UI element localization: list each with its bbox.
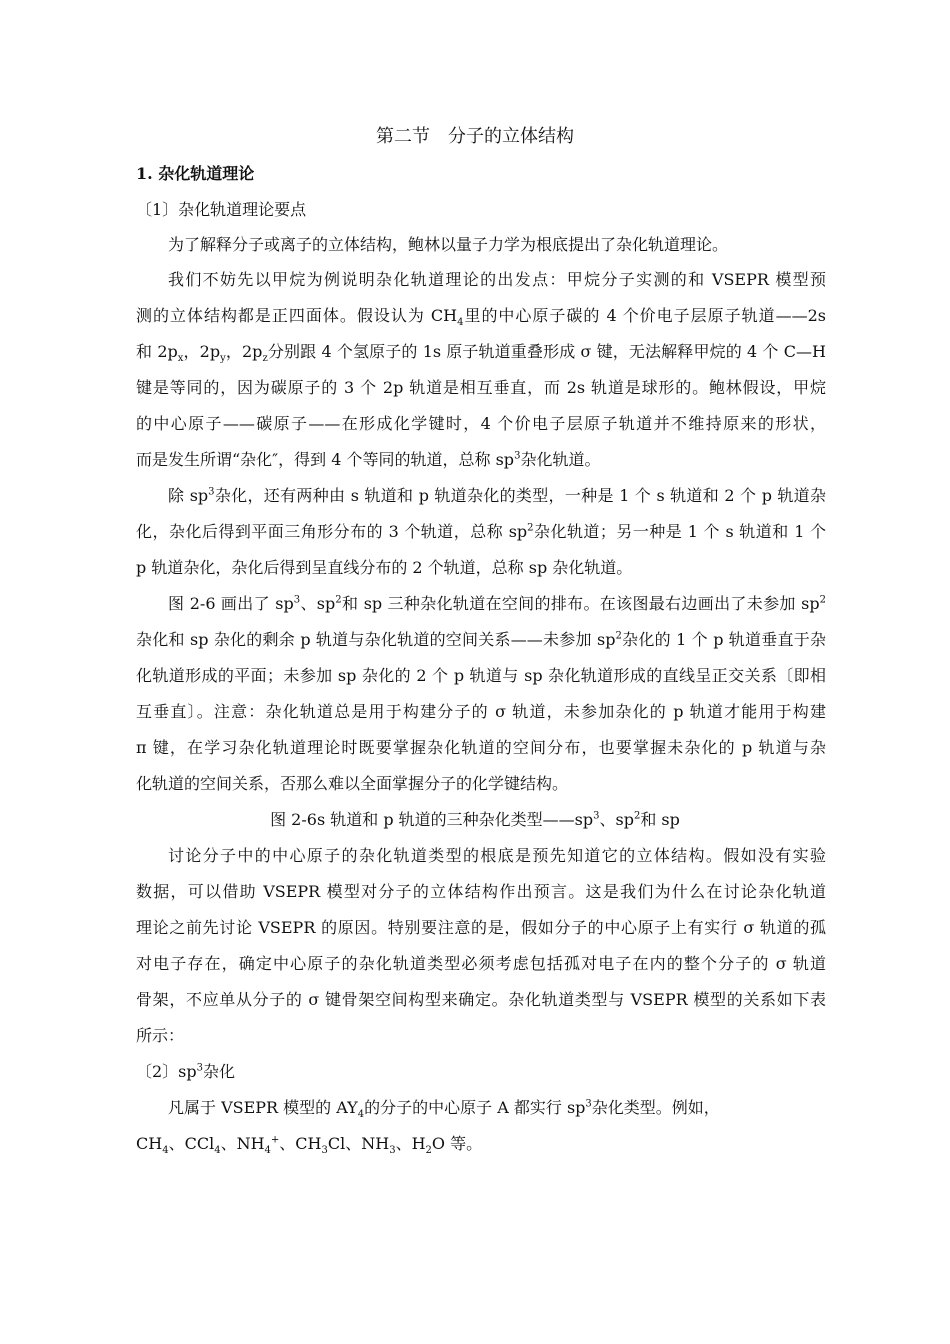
- paragraph-line: 的中心原子——碳原子——在形成化学键时，4 个价电子层原子轨道并不维持原来的形状，: [136, 414, 826, 433]
- paragraph-line: 除 $sp^3$杂化，还有两种由 s 轨道和 p 轨道杂化的类型，一种是 1 个 s 轨道和 2 个 p 轨道杂: [168, 486, 826, 505]
- paragraph-line: 键是等同的，因为碳原子的 3 个 2p 轨道是相互垂直，而 2s 轨道是球形的。鲍林假设，甲烷: [136, 378, 826, 397]
- paragraph-line: $CH_4$、CCl$_4$、$NH_4^+$、$CH_3Cl$、$NH_3$、$H_2O$ 等。: [136, 1134, 483, 1157]
- paragraph-line: 和 $2p_x$，$2p_y$，$2p_z$分别跟 4 个氢原子的 1s 原子轨道重叠形成 σ 键，无法解释甲烷的 4 个 C—H: [136, 342, 826, 365]
- paragraph-line: 化，杂化后得到平面三角形分布的 3 个轨道，总称 $sp^2$杂化轨道；另一种是 1 个 s 轨道和 1 个: [136, 522, 826, 541]
- paragraph-line: 化轨道形成的平面；未参加 sp 杂化的 2 个 p 轨道与 sp 杂化轨道形成的直线呈正交关系〔即相: [136, 666, 826, 685]
- paragraph-line: π 键，在学习杂化轨道理论时既要掌握杂化轨道的空间分布，也要掌握未杂化的 p 轨道与杂: [136, 738, 826, 757]
- paragraph-line: 互垂直〕。注意：杂化轨道总是用于构建分子的 σ 轨道，未参加杂化的 p 轨道才能用于构建: [136, 702, 826, 721]
- paragraph-line: 图 2-6 画出了 $sp^3$、$sp^2$和 sp 三种杂化轨道在空间的排布。在该图最右边画出了未参加 $sp^2$: [168, 594, 826, 613]
- paragraph-line: 为了解释分子或离子的立体结构，鲍林以量子力学为根底提出了杂化轨道理论。: [168, 235, 729, 254]
- page-title: 第二节 分子的立体结构: [376, 126, 574, 147]
- paragraph-line: 讨论分子中的中心原子的杂化轨道类型的根底是预先知道它的立体结构。假如没有实验: [168, 846, 826, 865]
- subsection-heading: 〔1〕杂化轨道理论要点: [136, 200, 307, 219]
- paragraph-line: 对电子存在，确定中心原子的杂化轨道类型必须考虑包括孤对电子在内的整个分子的 σ 轨道: [136, 954, 826, 973]
- paragraph-line: 而是发生所谓“杂化″，得到 4 个等同的轨道，总称 $sp^3$杂化轨道。: [136, 450, 601, 469]
- paragraph-line: 所示：: [136, 1026, 185, 1045]
- paragraph-line: 测的立体结构都是正四面体。假设认为 $CH_4$里的中心原子碳的 4 个价电子层原子轨道——2s: [136, 306, 826, 329]
- paragraph-line: 杂化和 sp 杂化的剩余 p 轨道与杂化轨道的空间关系——未参加 $sp^2$杂化的 1 个 p 轨道垂直于杂: [136, 630, 826, 649]
- subsection-heading: 〔2〕$sp^3$杂化: [136, 1062, 236, 1081]
- paragraph-line: 理论之前先讨论 VSEPR 的原因。特别要注意的是，假如分子的中心原子上有实行 σ 轨道的孤: [136, 918, 826, 937]
- paragraph-line: 凡属于 VSEPR 模型的 $AY_4$的分子的中心原子 A 都实行 $sp^3$杂化类型。例如，: [168, 1098, 720, 1121]
- paragraph-line: 我们不妨先以甲烷为例说明杂化轨道理论的出发点：甲烷分子实测的和 VSEPR 模型预: [168, 270, 826, 289]
- paragraph-line: p 轨道杂化，杂化后得到呈直线分布的 2 个轨道，总称 sp 杂化轨道。: [136, 558, 633, 577]
- paragraph-line: 化轨道的空间关系，否那么难以全面掌握分子的化学键结构。: [136, 774, 569, 793]
- paragraph-line: 数据，可以借助 VSEPR 模型对分子的立体结构作出预言。这是我们为什么在讨论杂化轨道: [136, 882, 826, 901]
- section-heading: 1. 杂化轨道理论: [136, 164, 255, 183]
- paragraph-line: 骨架，不应单从分子的 σ 键骨架空间构型来确定。杂化轨道类型与 VSEPR 模型的关系如下表: [136, 990, 826, 1009]
- figure-caption: 图 2-6s 轨道和 p 轨道的三种杂化类型$——sp^3$、$sp^2$和 sp: [270, 810, 680, 829]
